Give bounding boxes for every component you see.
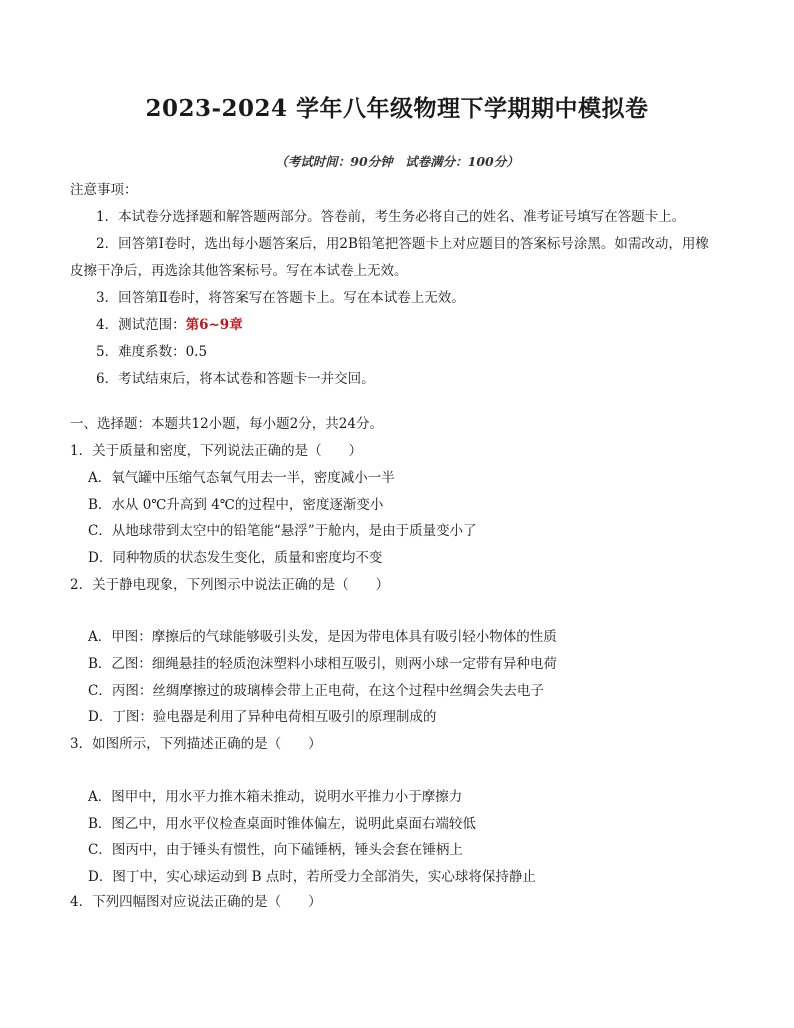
question-3-stem: 3．如图所示，下列描述正确的是（ ） [70,736,322,752]
note-item-5: 5．难度系数：0.5 [96,344,208,360]
question-2-option-c: C．丙图：丝绸摩擦过的玻璃棒会带上正电荷，在这个过程中丝绸会失去电子 [88,683,544,699]
note-item-3: 3．回答第Ⅱ卷时，将答案写在答题卡上。写在本试卷上无效。 [96,290,465,306]
question-2-option-b: B．乙图：细绳悬挂的轻质泡沫塑料小球相互吸引，则两小球一定带有异种电荷 [88,656,557,672]
note-item-2-line-2: 皮擦干净后，再选涂其他答案标号。写在本试卷上无效。 [70,263,408,279]
test-range-value: 第6~9章 [185,317,243,333]
question-3-option-c: C．图丙中，由于锤头有惯性，向下磕锤柄，锤头会套在锤柄上 [88,842,463,858]
question-3-option-b: B．图乙中，用水平仪检查桌面时锥体偏左，说明此桌面右端较低 [88,816,476,832]
note-item-4-label: 4．测试范围： [96,317,186,333]
question-1-stem: 1．关于质量和密度，下列说法正确的是（ ） [70,443,363,459]
note-item-4 [96,316,243,334]
question-3-option-a: A．图甲中，用水平力推木箱未推动，说明水平推力小于摩擦力 [88,789,463,805]
question-2-option-a: A．甲图：摩擦后的气球能够吸引头发，是因为带电体具有吸引轻小物体的性质 [88,629,557,645]
note-item-1: 1．本试卷分选择题和解答题两部分。答卷前，考生务必将自己的姓名、准考证号填写在答题卡上。 [96,209,686,225]
question-1-option-b: B．水从 0℃升高到 4℃的过程中，密度逐渐变小 [88,497,384,513]
question-1-option-a: A．氧气罐中压缩气态氧气用去一半，密度减小一半 [88,470,395,486]
question-4-stem: 4．下列四幅图对应说法正确的是（ ） [70,894,322,910]
question-1-option-d: D．同种物质的状态发生变化，质量和密度均不变 [88,550,383,566]
notes-heading: 注意事项： [70,182,138,198]
section-heading: 一、选择题：本题共12小题，每小题2分，共24分。 [70,416,383,432]
page-title: 2023-2024 学年八年级物理下学期期中模拟卷 [145,95,649,122]
question-2-stem: 2．关于静电现象，下列图示中说法正确的是（ ） [70,577,390,593]
question-3-option-d: D．图丁中，实心球运动到 B 点时，若所受力全部消失，实心球将保持静止 [88,869,536,885]
note-item-6: 6．考试结束后，将本试卷和答题卡一并交回。 [96,371,375,387]
exam-info: （考试时间：90分钟 试卷满分：100分） [275,154,519,169]
question-2-option-d: D．丁图：验电器是利用了异种电荷相互吸引的原理制成的 [88,709,437,725]
note-item-2-line-1: 2．回答第Ⅰ卷时，选出每小题答案后，用2B铅笔把答题卡上对应题目的答案标号涂黑。如需改动，用橡 [96,236,709,252]
question-1-option-c: C．从地球带到太空中的铅笔能“悬浮”于舱内，是由于质量变小了 [88,523,477,539]
